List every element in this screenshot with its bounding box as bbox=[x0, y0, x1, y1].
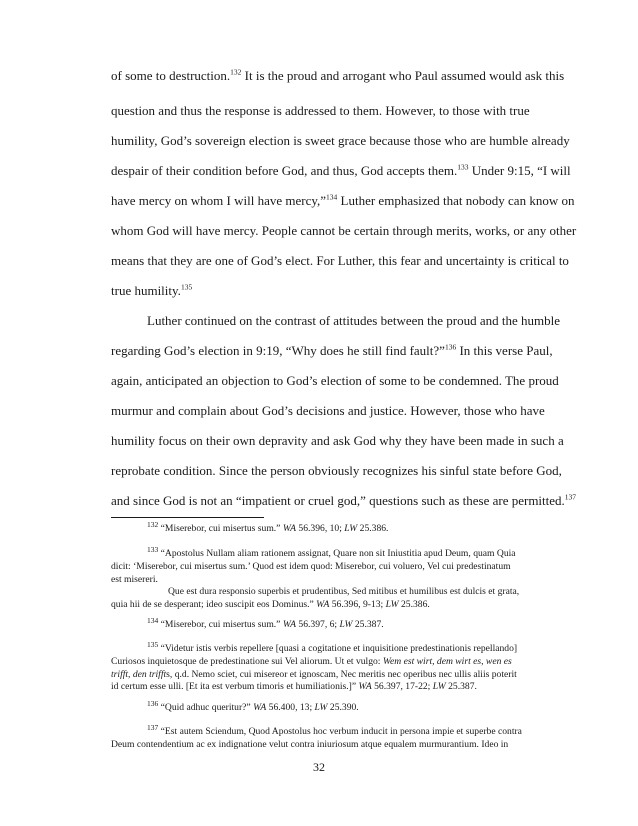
body-line: murmur and complain about God’s decisions and justice. However, those who have bbox=[111, 403, 545, 418]
footnote-137: $^{137}$ “Est autem Sciendum, Quod Apostolus hoc verbum inducit in persona impie et superbe contra bbox=[147, 722, 522, 737]
footnote-135: $^{135}$ “Videtur istis verbis repellere [quasi a cogitatione et inquisitione predestinationis repellando] bbox=[147, 639, 518, 654]
body-line: have mercy on whom I will have mercy,”$^{134}$ Luther emphasized that nobody can know on bbox=[111, 192, 575, 208]
footnote-line: Deum contendentium ac ex indignatione velut contra iniuriosum atque equalem murmurantium. Ideo in bbox=[111, 739, 509, 750]
body-line: Luther continued on the contrast of attitudes between the proud and the humble bbox=[147, 313, 560, 328]
body-line: of some to destruction.$^{132}$ It is the proud and arrogant who Paul assumed would ask this bbox=[111, 67, 565, 83]
footnote-line: Curiosos inquietosque de predestinatione sui Vel aliorum. Ut et vulgo: Wem est wirt, dem wirt es, wen es bbox=[111, 656, 512, 667]
footnote-line: quia hii de se desperant; ideo suscipit eos Dominus.” WA 56.396, 9-13; LW 25.386. bbox=[111, 599, 430, 610]
footnote-ref: 137 bbox=[564, 492, 577, 502]
footnote-line: trifft, den triffts, q.d. Nemo sciet, cui misereor et ignoscam, Nec meritis nec operibus nec ullis aliis poterit bbox=[111, 669, 517, 680]
footnote-separator bbox=[111, 517, 264, 518]
body-line: humility, God’s sovereign election is sweet grace because those who are humble already bbox=[111, 133, 570, 148]
body-line: regarding God’s election in 9:19, “Why does he still find fault?”$^{136}$ In this verse Paul, bbox=[111, 342, 553, 358]
body-line: and since God is not an “impatient or cruel god,” questions such as these are permitted.$^{137}$ bbox=[111, 492, 577, 508]
body-line: humility focus on their own depravity and ask God why they have been made in such a bbox=[111, 433, 564, 448]
footnote-line: id certum esse ulli. [Et ita est verbum timoris et humiliationis.]” WA 56.397, 17-22; LW 25.387. bbox=[111, 681, 477, 692]
page-number: 32 bbox=[313, 760, 325, 774]
footnote-133: $^{133}$ “Apostolus Nullam aliam rationem assignat, Quare non sit Iniustitia apud Deum, quam Quia bbox=[147, 544, 516, 559]
body-line: reprobate condition. Since the person obviously recognizes his sinful state before God, bbox=[111, 463, 562, 478]
footnote-ref: 133 bbox=[457, 162, 469, 172]
body-line: true humility.$^{135}$ bbox=[111, 282, 193, 298]
footnote-ref: 132 bbox=[230, 67, 242, 77]
footnote-line: Que est dura responsio superbis et prudentibus, Sed mitibus et humilibus est dulcis et grata, bbox=[168, 586, 520, 597]
body-line: despair of their condition before God, and thus, God accepts them.$^{133}$ Under 9:15, “I will bbox=[111, 162, 571, 178]
footnote-ref: 136 bbox=[444, 342, 457, 352]
footnote-line: dicit: ‘Miserebor, cui misertus sum.’ Quod est idem quod: Miserebor, cui voluero, Vel cui predestinatum bbox=[111, 561, 511, 572]
body-line: question and thus the response is addressed to them. However, to those with true bbox=[111, 103, 530, 118]
body-line: means that they are one of God’s elect. For Luther, this fear and uncertainty is critical to bbox=[111, 253, 569, 268]
footnote-ref: 134 bbox=[326, 192, 338, 202]
footnote-line: est misereri. bbox=[111, 574, 158, 585]
body-line: again, anticipated an objection to God’s election of some to be condemned. The proud bbox=[111, 373, 559, 388]
footnote-136: $^{136}$ “Quid adhuc queritur?” WA 56.400, 13; LW 25.390. bbox=[147, 698, 359, 713]
footnote-132: $^{132}$ “Miserebor, cui misertus sum.” WA 56.396, 10; LW 25.386. bbox=[147, 519, 389, 534]
footnote-ref: 135 bbox=[180, 282, 193, 292]
footnote-134: $^{134}$ “Miserebor, cui misertus sum.” WA 56.397, 6; LW 25.387. bbox=[147, 615, 384, 630]
body-line: whom God will have mercy. People cannot be certain through merits, works, or any other bbox=[111, 223, 577, 238]
